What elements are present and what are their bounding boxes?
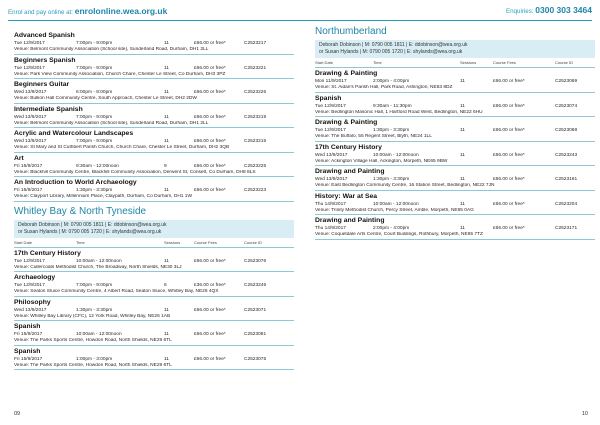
course-fee: £66.00 or free* bbox=[194, 258, 226, 264]
course-venue: Venue: The Parks Sports Centre, Howdon Road, North Shields, NE29 6TL bbox=[14, 363, 294, 371]
header-course-fees: Course Fees bbox=[194, 239, 217, 245]
course-details-row bbox=[14, 114, 294, 121]
course-start-date: Mon 11/9/2017 bbox=[315, 79, 347, 84]
course-fee: £66.00 or free* bbox=[194, 163, 226, 169]
course-sessions: 11 bbox=[460, 201, 465, 207]
course-details-row bbox=[315, 78, 595, 85]
course-time: 9:30am - 12:00noon bbox=[76, 163, 119, 169]
course-time: 10:00am - 12:00noon bbox=[373, 201, 419, 207]
course-title: Spanish bbox=[315, 94, 342, 102]
course-list-northumberland bbox=[315, 70, 595, 240]
course-id: C2523074 bbox=[555, 103, 578, 109]
course-sessions: 11 bbox=[460, 152, 465, 158]
course-title: Art bbox=[14, 154, 24, 162]
contact-line-2: or Susan Hylands | M: 0790 005 1720 | E: shylands@wea.org.uk bbox=[319, 49, 463, 55]
course-start-date: Wed 13/9/2017 bbox=[14, 114, 47, 120]
course-venue: Venue: Cullercoats Methodist Church, The Broadway, North Shields, NE30 3LJ bbox=[14, 265, 294, 273]
course-venue: Venue: St Mary and St Cuthbert Parish Church, Church Chare, Chester Le Street, Durham, DH2 3QB bbox=[14, 145, 294, 153]
header-start-date: Start Date bbox=[315, 60, 334, 65]
course-time: 1:30pm - 3:30pm bbox=[373, 177, 410, 182]
course-title: An Introduction to World Archaeology bbox=[14, 179, 137, 186]
course-time: 7:00pm - 9:00pm bbox=[76, 65, 113, 71]
right-page bbox=[315, 26, 595, 242]
course-entry bbox=[14, 81, 294, 104]
course-venue: Venue: The Buffalo, 55 Regent Street, Blyth, NE24 1LL bbox=[315, 134, 595, 142]
course-title: Drawing & Painting bbox=[315, 70, 378, 77]
course-entry bbox=[315, 217, 595, 240]
header-sessions: Sessions bbox=[164, 239, 181, 245]
course-sessions: 6 bbox=[164, 283, 167, 288]
course-fee: £66.00 or free* bbox=[493, 226, 525, 231]
course-id: C2523215 bbox=[244, 139, 267, 144]
course-entry bbox=[14, 348, 294, 371]
course-id: C2523068 bbox=[555, 128, 578, 133]
course-fee: £66.00 or free* bbox=[493, 201, 525, 207]
course-title: Intermediate Spanish bbox=[14, 105, 83, 113]
course-venue: Venue: St. Aidan's Parish Hall, Park Road, Ashington, NE63 8DZ bbox=[315, 85, 595, 93]
course-venue: Venue: Clayport Library, Millennium Place, Claypath, Durham, Co Durham, DH1 1W bbox=[14, 194, 294, 202]
course-id: C2523069 bbox=[555, 79, 578, 84]
course-time: 10:00am - 12:00noon bbox=[76, 258, 122, 264]
course-fee: £66.00 or free* bbox=[194, 356, 226, 362]
course-start-date: Wed 13/9/2017 bbox=[315, 152, 348, 158]
course-fee: £66.00 or free* bbox=[194, 332, 226, 337]
section-title-whitley-bay: Whitley Bay & North Tyneside bbox=[14, 205, 147, 217]
course-id: C2523243 bbox=[555, 152, 578, 158]
course-fee: £66.00 or free* bbox=[194, 65, 226, 71]
course-time: 7:00pm - 9:00pm bbox=[76, 41, 113, 46]
course-details-row bbox=[315, 176, 595, 183]
course-id: C2523223 bbox=[244, 188, 267, 193]
course-details-row bbox=[315, 127, 595, 134]
enquiries-prefix: Enquiries: bbox=[506, 8, 534, 15]
course-time: 9:30am - 11:30pm bbox=[373, 103, 412, 109]
header-time: Time bbox=[76, 239, 85, 245]
course-details-row bbox=[14, 356, 294, 363]
course-start-date: Thu 14/9/2017 bbox=[315, 226, 346, 231]
course-time: 10:00am - 12:00noon bbox=[76, 332, 122, 337]
course-venue: Venue: Blackhill Community Centre, Blackhill Community Association, Derwent St, Consett, Co Durham, DH8 8LS bbox=[14, 170, 294, 178]
course-id: C2523204 bbox=[555, 201, 578, 207]
course-sessions: 11 bbox=[164, 307, 169, 313]
course-id: C2523219 bbox=[244, 114, 267, 120]
course-fee: £66.00 or free* bbox=[194, 90, 226, 95]
course-id: C2523075 bbox=[244, 356, 267, 362]
course-sessions: 11 bbox=[164, 139, 169, 144]
course-venue: Venue: East Bedlington Community Centre, 16 Station Street, Bedlington, NE22 7JN bbox=[315, 183, 595, 191]
course-sessions: 11 bbox=[164, 114, 169, 120]
course-start-date: Tue 12/9/2017 bbox=[315, 103, 346, 109]
course-sessions: 11 bbox=[164, 41, 169, 46]
course-details-row bbox=[315, 201, 595, 208]
course-details-row bbox=[14, 282, 294, 289]
course-details-row bbox=[14, 258, 294, 265]
course-fee: £66.00 or free* bbox=[493, 103, 525, 109]
course-entry bbox=[315, 70, 595, 93]
course-id: C2523221 bbox=[244, 65, 267, 71]
course-title: Archaeology bbox=[14, 274, 56, 281]
course-details-row bbox=[14, 138, 294, 145]
course-start-date: Wed 13/9/2017 bbox=[14, 307, 47, 313]
course-sessions: 11 bbox=[164, 332, 169, 337]
course-details-row bbox=[14, 40, 294, 47]
course-start-date: Fri 15/9/2017 bbox=[14, 188, 43, 193]
course-fee: £66.00 or free* bbox=[194, 41, 226, 46]
course-sessions: 11 bbox=[460, 128, 465, 133]
course-details-row bbox=[315, 103, 595, 110]
contact-line-1: Deborah Dobinson | M: 0790 005 1811 | E: ddobinson@wea.org.uk bbox=[18, 221, 167, 228]
course-title: Advanced Spanish bbox=[14, 32, 75, 39]
course-start-date: Thu 14/9/2017 bbox=[315, 201, 346, 207]
course-details-row bbox=[315, 152, 595, 159]
header-start-date: Start Date bbox=[14, 239, 33, 245]
course-title: Beginners Guitar bbox=[14, 81, 70, 88]
course-list-whitley-bay bbox=[14, 250, 294, 371]
course-entry bbox=[14, 130, 294, 153]
course-entry bbox=[14, 274, 294, 297]
course-venue: Venue: Belmont Community Association (School site), Sunderland Road, Durham, DH1 2LL bbox=[14, 47, 294, 55]
course-venue: Venue: Trinity Methodist Church, Percy Street, Amble, Morpeth, NE65 0AG bbox=[315, 208, 595, 216]
course-entry bbox=[315, 144, 595, 167]
header-divider bbox=[8, 20, 592, 21]
header-course-id: Course ID bbox=[244, 239, 263, 245]
header-time: Time bbox=[373, 60, 382, 65]
course-fee: £66.00 or free* bbox=[194, 188, 226, 193]
course-sessions: 11 bbox=[164, 65, 169, 71]
course-sessions: 11 bbox=[460, 79, 465, 84]
course-id: C2523226 bbox=[244, 90, 267, 95]
course-time: 2:00pm - 4:00pm bbox=[373, 226, 410, 231]
enrol-website-link[interactable]: enrolonline.wea.org.uk bbox=[74, 6, 168, 16]
course-time: 1:30pm - 3:30pm bbox=[76, 307, 113, 313]
course-venue: Venue: Park View Community Association, Church Chare, Chester Le Street, Co Durham, DH3 3PZ bbox=[14, 72, 294, 80]
course-details-row bbox=[14, 307, 294, 314]
course-start-date: Tue 12/9/2017 bbox=[14, 65, 45, 71]
course-title: Beginners Spanish bbox=[14, 56, 76, 64]
course-entry bbox=[14, 179, 294, 202]
course-entry bbox=[14, 57, 294, 80]
course-fee: £66.00 or free* bbox=[194, 139, 226, 144]
course-id: C2523245 bbox=[244, 283, 267, 288]
course-fee: £36.00 or free* bbox=[194, 283, 226, 288]
course-details-row bbox=[14, 65, 294, 72]
contact-box bbox=[14, 220, 294, 238]
page-number-right: 10 bbox=[581, 411, 588, 417]
contact-line-1: Deborah Dobinson | M: 0790 005 1811 | E: ddobinson@wea.org.uk bbox=[319, 42, 468, 48]
course-start-date: Tue 12/9/2017 bbox=[14, 41, 45, 46]
course-title: 17th Century History bbox=[14, 249, 81, 257]
course-start-date: Wed 13/9/2017 bbox=[14, 139, 47, 144]
course-time: 2:00pm - 4:00pm bbox=[373, 79, 410, 84]
course-id: C2523081 bbox=[244, 332, 267, 337]
course-time: 7:00pm - 9:00pm bbox=[76, 283, 113, 288]
course-fee: £66.00 or free* bbox=[493, 177, 525, 182]
course-sessions: 11 bbox=[460, 103, 465, 109]
course-fee: £66.00 or free* bbox=[493, 128, 525, 133]
course-entry bbox=[315, 193, 595, 216]
course-sessions: 9 bbox=[164, 163, 167, 169]
column-headers bbox=[315, 58, 595, 68]
left-page bbox=[14, 32, 294, 372]
course-time: 1:30pm - 3:30pm bbox=[373, 128, 410, 133]
enrol-online-line bbox=[8, 6, 167, 16]
course-fee: £66.00 or free* bbox=[493, 152, 525, 158]
course-sessions: 11 bbox=[164, 90, 169, 95]
course-title: Drawing and Painting bbox=[315, 168, 385, 175]
column-headers bbox=[14, 238, 294, 248]
course-venue: Venue: Ackington Village Hall, Ackington, Morpeth, NE65 9BW bbox=[315, 159, 595, 167]
course-details-row bbox=[14, 187, 294, 194]
course-sessions: 11 bbox=[460, 226, 465, 231]
section-title-northumberland: Northumberland bbox=[315, 26, 387, 37]
course-start-date: Tue 12/9/2017 bbox=[315, 128, 346, 133]
course-fee: £66.00 or free* bbox=[194, 114, 226, 120]
course-time: 10:00am - 12:00noon bbox=[373, 152, 419, 158]
course-entry bbox=[14, 106, 294, 129]
course-venue: Venue: Seaton Sluice Community Centre, 4 Albert Road, Seaton Sluice, Whitley Bay, NE26 4QX bbox=[14, 289, 294, 297]
course-id: C2523217 bbox=[244, 41, 267, 46]
course-start-date: Tue 12/9/2017 bbox=[14, 258, 45, 264]
course-sessions: 11 bbox=[164, 356, 169, 362]
course-details-row bbox=[315, 225, 595, 232]
course-id: C2523076 bbox=[244, 258, 267, 264]
course-title: Spanish bbox=[14, 323, 41, 330]
course-sessions: 11 bbox=[164, 258, 169, 264]
course-list-durham bbox=[14, 32, 294, 202]
course-sessions: 11 bbox=[164, 188, 169, 193]
course-time: 1:00pm - 3:00pm bbox=[76, 356, 113, 362]
course-title: 17th Century History bbox=[315, 143, 382, 151]
course-title: History: War at Sea bbox=[315, 192, 378, 200]
course-sessions: 11 bbox=[460, 177, 465, 182]
course-details-row bbox=[14, 331, 294, 338]
page-header bbox=[0, 0, 600, 22]
course-venue: Venue: Bullion Hall Community Centre, South Approach, Chester Le Street, DH2 2DW bbox=[14, 96, 294, 104]
course-venue: Venue: Whitley Bay Library (CFC), 12 York Road, Whitley Bay, NE26 1AB bbox=[14, 314, 294, 322]
course-start-date: Fri 15/9/2017 bbox=[14, 356, 43, 362]
course-time: 1:30pm - 3:30pm bbox=[76, 188, 113, 193]
course-entry bbox=[14, 155, 294, 178]
course-entry bbox=[315, 119, 595, 142]
course-title: Drawing & Painting bbox=[315, 119, 378, 126]
enquiries-line bbox=[506, 5, 592, 15]
course-time: 6:00pm - 8:00pm bbox=[76, 90, 113, 95]
course-entry bbox=[315, 168, 595, 191]
enrol-prefix: Enrol and pay online at: bbox=[8, 9, 74, 16]
course-title: Acrylic and Watercolour Landscapes bbox=[14, 130, 134, 137]
course-entry bbox=[315, 95, 595, 118]
enquiries-phone[interactable]: 0300 303 3464 bbox=[535, 5, 592, 15]
course-fee: £66.00 or free* bbox=[493, 79, 525, 84]
course-start-date: Fri 15/9/2017 bbox=[14, 332, 43, 337]
course-entry bbox=[14, 299, 294, 322]
course-id: C2523161 bbox=[555, 177, 578, 182]
page-number-left: 09 bbox=[14, 411, 21, 417]
course-details-row bbox=[14, 163, 294, 170]
header-sessions: Sessions bbox=[460, 60, 477, 65]
course-id: C2523071 bbox=[244, 307, 267, 313]
course-start-date: Fri 15/9/2017 bbox=[14, 163, 43, 169]
course-entry bbox=[14, 250, 294, 273]
course-id: C2523225 bbox=[244, 163, 267, 169]
course-details-row bbox=[14, 89, 294, 96]
course-venue: Venue: Belmont Community Association (School site), Sunderland Road, Durham, DH1 2LL bbox=[14, 121, 294, 129]
course-venue: Venue: Bedlington Masonic Hall, 1 Hartford Road West, Bedlington, NE22 6HU bbox=[315, 110, 595, 118]
course-title: Philosophy bbox=[14, 298, 51, 306]
course-title: Drawing and Painting bbox=[315, 217, 385, 224]
course-time: 7:00pm - 9:00pm bbox=[76, 114, 113, 120]
course-title: Spanish bbox=[14, 347, 41, 355]
course-start-date: Wed 13/9/2017 bbox=[14, 90, 47, 95]
course-id: C2523171 bbox=[555, 226, 578, 231]
contact-box bbox=[315, 40, 595, 58]
course-venue: Venue: The Parks Sports Centre, Howdon Road, North Shields, NE29 6TL bbox=[14, 338, 294, 346]
course-entry bbox=[14, 32, 294, 55]
header-course-id: Course ID bbox=[555, 60, 574, 65]
course-start-date: Wed 13/9/2017 bbox=[315, 177, 348, 182]
course-venue: Venue: Coquetdale Arts Centre, Court Buildings, Rothbury, Morpeth, NE65 7TZ bbox=[315, 232, 595, 240]
course-fee: £66.00 or free* bbox=[194, 307, 226, 313]
course-time: 7:00pm - 9:00pm bbox=[76, 139, 113, 144]
course-start-date: Tue 12/9/2017 bbox=[14, 283, 45, 288]
course-entry bbox=[14, 323, 294, 346]
header-course-fees: Course Fees bbox=[493, 60, 516, 65]
contact-line-2: or Susan Hylands | M: 0790 005 1720 | E: shylands@wea.org.uk bbox=[18, 228, 162, 235]
